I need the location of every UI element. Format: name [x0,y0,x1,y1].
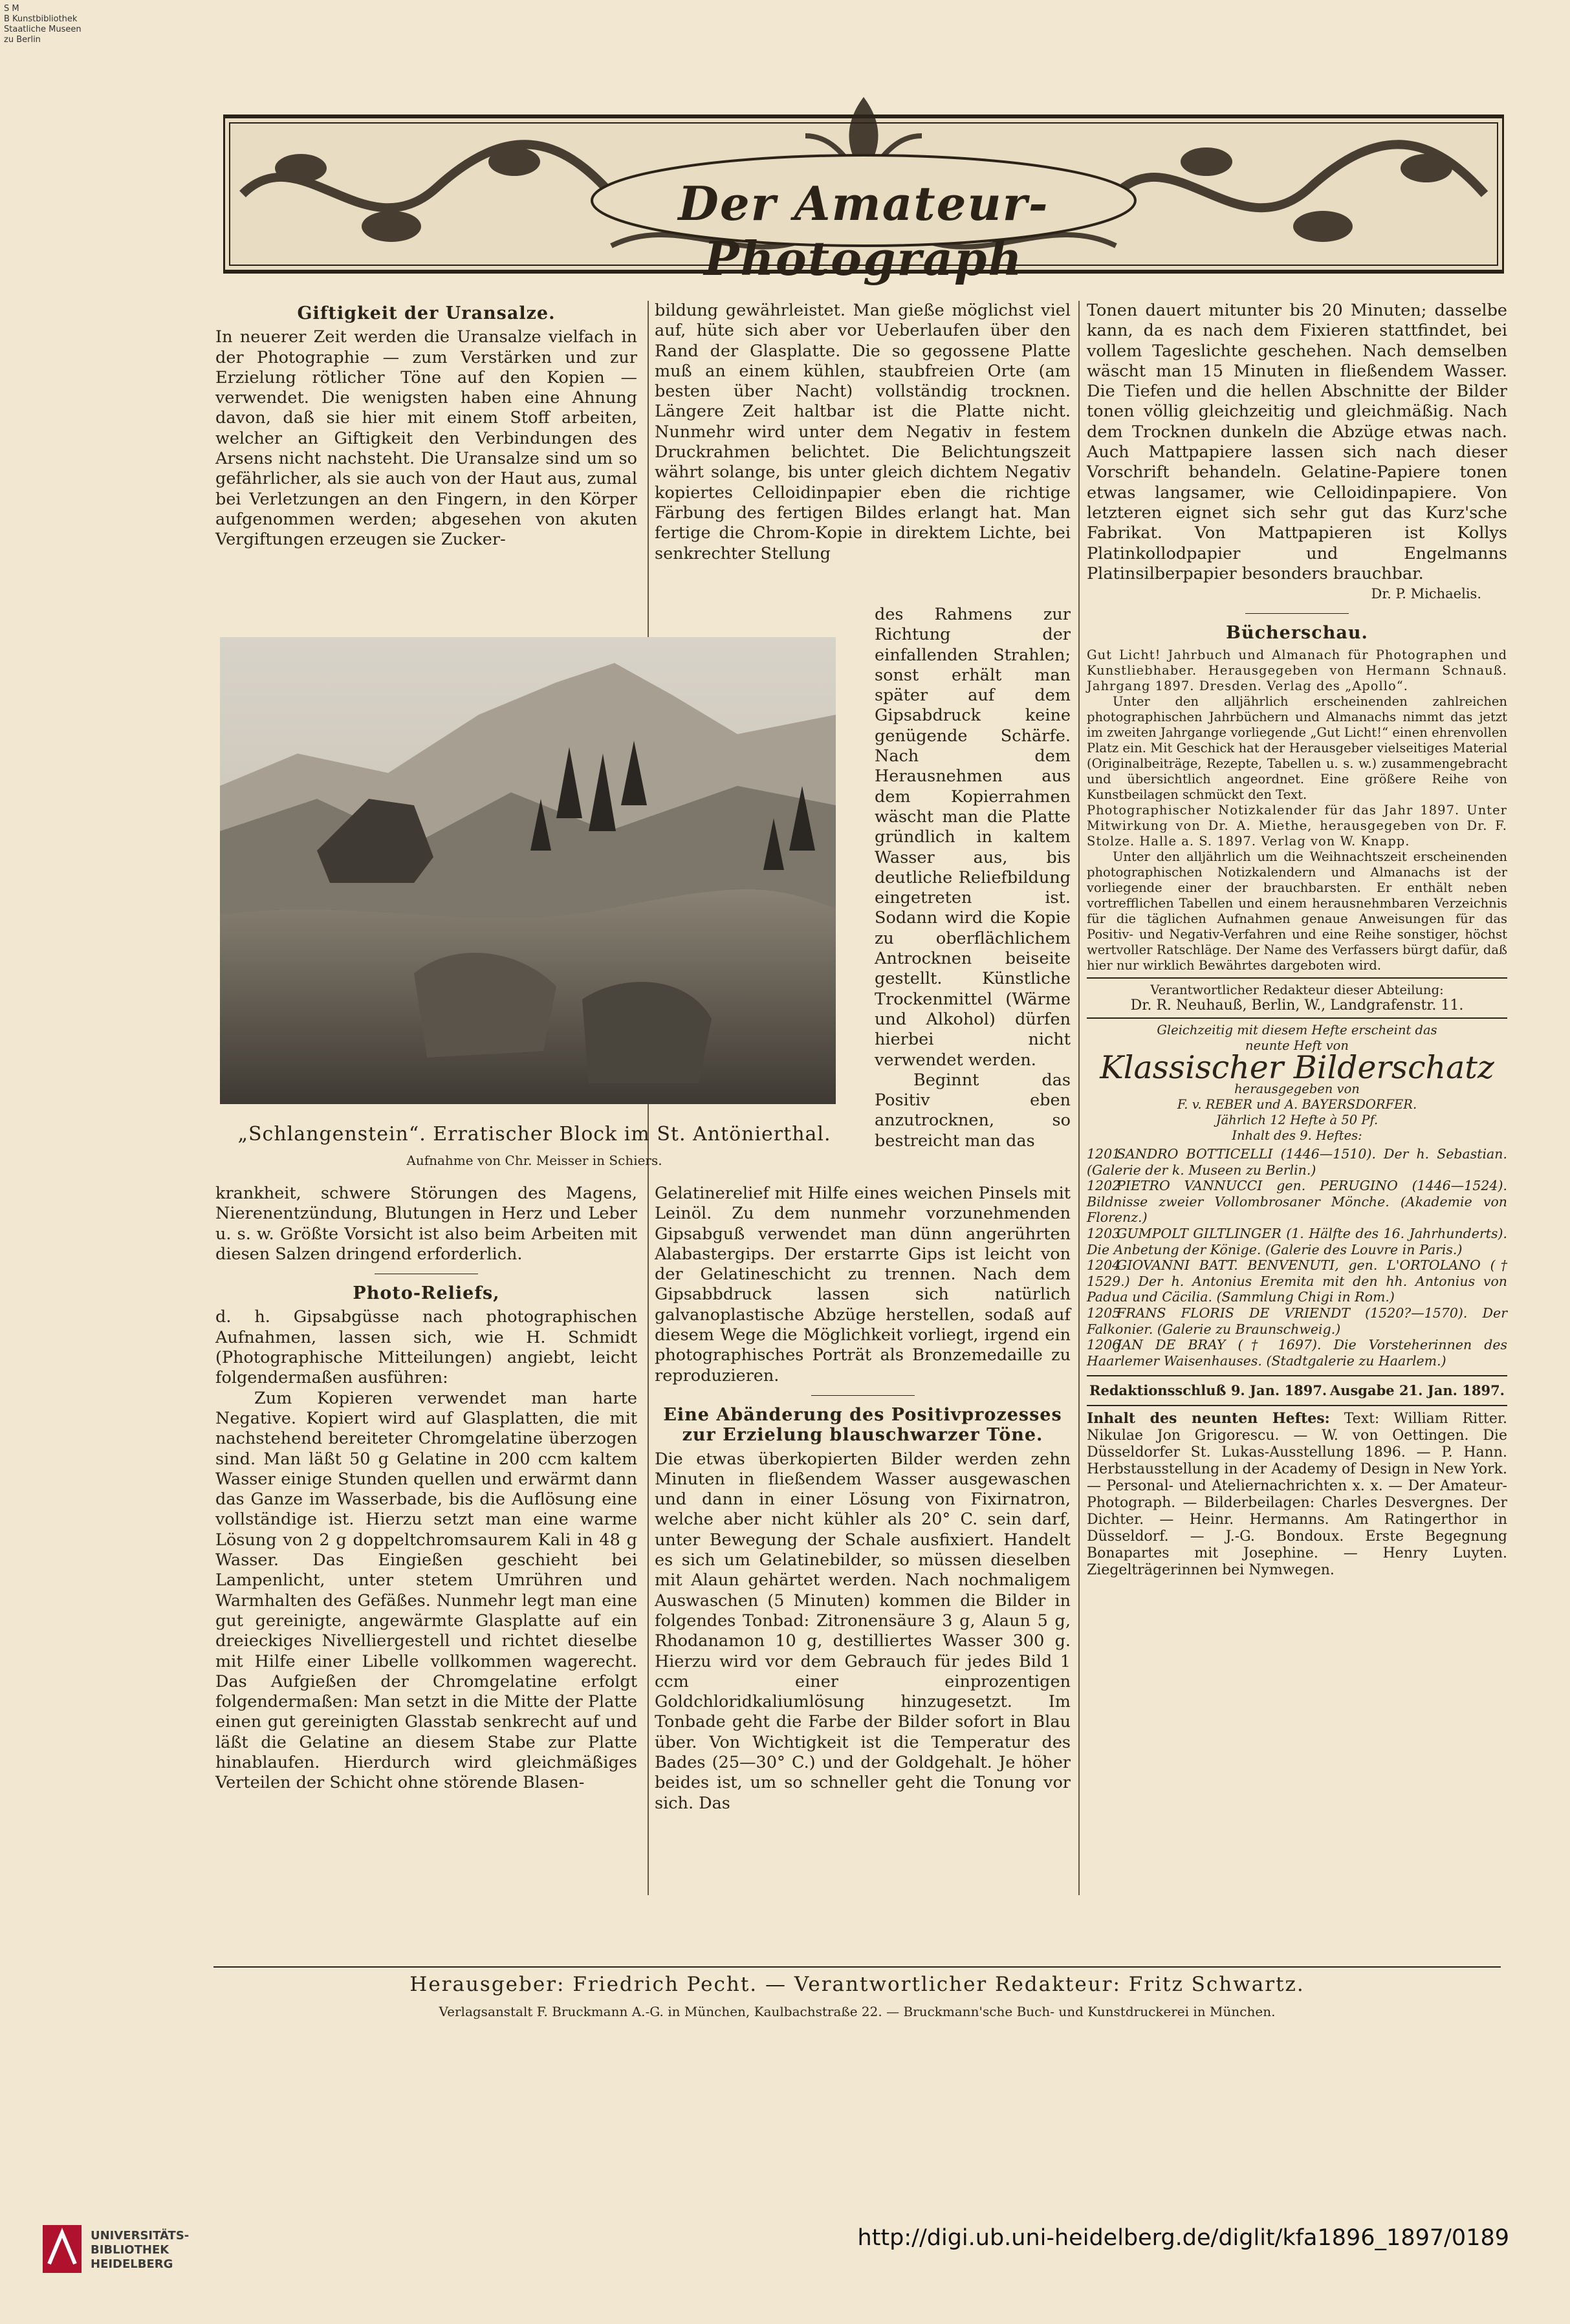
editor-name: Dr. R. Neuhauß, Berlin, W., Landgrafenstr. 11. [1130,997,1464,1014]
item-number: 1202 [1087,1178,1121,1194]
article-heading-positivprozess: Eine Abänderung des Positivprozesses zur Erzielung blauschwarzer Töne. [663,1404,1062,1446]
article-paragraph: d. h. Gipsabgüsse nach photographischen Aufnahmen, lassen sich, wie H. Schmidt (Photographische Mitteilungen) angiebt, leicht folgendermaßen ausführen: [215,1307,637,1388]
ad-contents-label: Inhalt des 9. Heftes: [1232,1128,1362,1144]
photo-credit: Aufnahme von Chr. Meisser in Schiers. [406,1153,662,1168]
article-paragraph: krankheit, schwere Störungen des Magens, Nierenentzündung, Blutungen in Herz und Leber u. s. w. Größte Vorsicht ist also beim Arbeiten mit diesen Salzen dringend erforderlich. [215,1184,637,1264]
item-text: SANDRO BOTTICELLI (1446—1510). Der h. Sebastian. (Galerie der k. Museen zu Berlin.) [1087,1146,1507,1178]
item-text: GUMPOLT GILTLINGER (1. Hälfte des 16. Jahrhunderts). Die Anbetung der Könige. (Galerie des Louvre in Paris.) [1087,1226,1507,1257]
issue-date: Ausgabe 21. Jan. 1897. [1329,1382,1505,1399]
item-text: JAN DE BRAY († 1697). Die Vorsteherinnen des Haarlemer Waisenhauses. (Stadtgalerie zu Haarlem.) [1087,1337,1507,1369]
list-item [1087,1178,1507,1226]
author-signature: Dr. P. Michaelis. [1371,586,1481,602]
column-right [1087,301,1507,1579]
ad-intro: neunte Heft von [1245,1037,1349,1053]
column-rule [1078,301,1080,1895]
item-number: 1206 [1087,1337,1121,1353]
divider [1245,613,1349,614]
ad-intro: Gleichzeitig mit diesem Hefte erscheint das [1157,1022,1437,1037]
item-number: 1205 [1087,1305,1121,1321]
editor-label: Verantwortlicher Redakteur dieser Abteilung: [1150,982,1444,997]
column-left-top [215,301,637,550]
mountain-photo-illustration [220,637,836,1104]
footer-press: Verlagsanstalt F. Bruckmann A.-G. in München, Kaulbachstraße 22. — Bruckmann'sche Buch- und Kunstdruckerei in München. [439,2004,1276,2019]
library-name-line: UNIVERSITÄTS- [91,2229,190,2243]
article-paragraph: bildung gewährleistet. Man gieße möglichst viel auf, hüte sich aber vor Ueberlaufen über den Rand der Glasplatte. Die so gegossene Platte muß an einem kühlen, staubfreien Orte (am besten über Nacht) vollständig trocknen. Längere Zeit haltbar ist die Platte nicht. Nunmehr wird unter dem Negativ in festem Druckrahmen belichtet. Die Belichtungszeit währt solange, bis unter gleich dichtem Negativ kopiertes Celloidinpapier eben die richtige Färbung des fertigen Bildes erlangt hat. Man fertige die Chrom-Kopie in direktem Lichte, bei senkrechter Stellung [655,301,1071,563]
landscape-photo [220,637,836,1104]
library-name-line: HEIDELBERG [91,2257,173,2271]
issue-dates [1087,1375,1507,1406]
list-item [1087,1305,1507,1337]
column-middle-narrow [875,605,1071,1151]
book-entry-title: Gut Licht! Jahrbuch und Almanach für Photographen und Kunstliebhaber. Herausgegeben von Hermann Schnauß. Jahrgang 1897. Dresden. Verlag des „Apollo“. [1087,647,1507,693]
ad-by: herausgegeben von [1234,1081,1360,1097]
list-item [1087,1226,1507,1257]
stamp-line: B Kunstbibliothek [4,14,78,24]
masthead [223,97,1504,286]
article-heading-photo-reliefs: Photo-Reliefs, [353,1283,500,1304]
article-heading-uransalze: Giftigkeit der Uransalze. [297,303,556,323]
issue-contents-label: Inhalt des neunten Heftes: [1087,1409,1330,1427]
ad-title: Klassischer Bilderschatz [1100,1048,1494,1086]
article-paragraph: Beginnt das Positiv eben anzutrocknen, so bestreicht man das [875,1070,1071,1151]
editorial-deadline: Redaktionsschluß 9. Jan. 1897. [1089,1382,1327,1399]
column-middle-top [655,301,1071,564]
library-seal-icon [43,2225,82,2273]
list-item [1087,1337,1507,1369]
advertisement [1087,1023,1507,1369]
photo-caption: „Schlangenstein“. Erratischer Block im St. Antönierthal. [237,1123,831,1146]
item-number: 1201 [1087,1146,1121,1162]
item-text: PIETRO VANNUCCI gen. PERUGINO (1446—1524). Bildnisse zweier Vollombrosaner Mönche. (Akademie von Florenz.) [1087,1178,1507,1226]
column-left-bottom [215,1184,637,1794]
list-item [1087,1257,1507,1305]
article-paragraph: In neuerer Zeit werden die Uransalze vielfach in der Photographie — zum Verstärken und zur Erzielung rötlicher Töne auf den Kopien — verwendet. Die wenigsten haben eine Ahnung davon, daß sie hier mit einem Stoff arbeiten, welcher an Giftigkeit den Verbindungen des Arsens nicht nachsteht. Die Uransalze sind um so gefährlicher, als sie auch von der Haut aus, zumal bei Verletzungen an den Fingern, in den Körper aufgenommen werden; abgesehen von akuten Vergiftungen erzeugen sie Zucker- [215,327,637,550]
library-stamp [4,4,82,45]
column-middle-bottom [655,1184,1071,1814]
stamp-line: zu Berlin [4,35,41,45]
divider [1087,1017,1507,1019]
library-name [91,2229,189,2272]
article-paragraph: Tonen dauert mitunter bis 20 Minuten; dasselbe kann, da es nach dem Fixieren stattfindet, bei vollem Tageslichte geschehen. Nach demselben wäscht man 15 Minuten in fließendem Wasser. Die Tiefen und die hellen Abschnitte der Bilder tonen völlig gleichzeitig und gleichmäßig. Nach dem Trocknen dunkeln die Abzüge etwas nach. Auch Mattpapiere lassen sich nach dieser Vorschrift behandeln. Gelatine-Papiere tonen etwas langsamer, wie Celloidinpapiere. Von letzteren eignet sich sehr gut das Kurz'sche Fabrikat. Von Mattpapieren ist Kollys Platinkollodpapier und Engelmanns Platinsilberpapier besonders brauchbar. [1087,301,1507,583]
article-paragraph: Die etwas überkopierten Bilder werden zehn Minuten in fließendem Wasser ausgewaschen und dann in einer Lösung von Fixirnatron, welche aber nicht kühler als 20° C. sein darf, unter Bewegung der Schale ausfixiert. Handelt es sich um Gelatinebilder, so müssen dieselben mit Alaun gehärtet werden. Nach nochmaligem Auswaschen (5 Minuten) kommen die Bilder in folgendes Tonbad: Zitronensäure 3 g, Alaun 5 g, Rhodanamon 10 g, destilliertes Wasser 300 g. Hierzu wird vor dem Gebrauch für jedes Bild 1 ccm einer einprozentigen Goldchloridkaliumlösung hinzugesetzt. Im Tonbade geht die Farbe der Bilder sofort in Blau über. Von Wichtigkeit ist die Temperatur des Bades (25—30° C.) und der Goldgehalt. Je höher beides ist, um so schneller geht die Tonung vor sich. Das [655,1449,1071,1813]
ad-list [1087,1146,1507,1369]
issue-contents-text: Text: William Ritter. Nikulae Jon Grigorescu. — W. von Oettingen. Die Düsseldorfer St. Lukas-Ausstellung 1896. — P. Hann. Herbstausstellung in der Academy of Design in New York. — Personal- und Ateliernachrichten x. x. — Der Amateur-Photograph. — Bilderbeilagen: Charles Desvergnes. Der Dichter. — Heinr. Hermanns. Am Ratingerthor in Düsseldorf. — J.-G. Bondoux. Erste Begegnung Bonapartes mit Josephine. — Henry Luyten. Ziegelträgerinnen bei Nymwegen. [1087,1410,1507,1578]
masthead-title: Der Amateur-Photograph [678,176,1049,286]
list-item [1087,1146,1507,1178]
book-review-text: Unter den alljährlich erscheinenden zahlreichen photographischen Jahrbüchern und Almanachs nimmt das jetzt im zweiten Jahrgange vorliegende „Gut Licht!“ einen ehrenvollen Platz ein. Mit Geschick hat der Herausgeber vielseitiges Material (Originalbeiträge, Rezepte, Tabellen u. s. w.) zusammengebracht und übersichtlich angeordnet. Eine größere Reihe von Kunstbeilagen schmückt den Text. [1087,693,1507,802]
stamp-line: S M [4,4,19,14]
item-text: FRANS FLORIS DE VRIENDT (1520?—1570). Der Falkonier. (Galerie zu Braunschweig.) [1087,1305,1507,1337]
section-heading-buecherschau: Bücherschau. [1226,623,1368,644]
item-number: 1204 [1087,1257,1121,1274]
item-number: 1203 [1087,1226,1121,1242]
library-name-line: BIBLIOTHEK [91,2243,169,2257]
article-paragraph: Gelatinerelief mit Hilfe eines weichen Pinsels mit Leinöl. Zu dem nunmehr vorzunehmenden Gipsabguß verwendet man dünn angerührten Alabastergips. Der erstarrte Gips ist leicht von der Gelatineschicht zu trennen. Nach dem Gipsabbdruck lassen sich natürlich galvanoplastische Abzüge herstellen, sodaß auf diesem Wege die Möglichkeit vorliegt, irgend ein photographisches Porträt als Bronzemedaille zu reproduzieren. [655,1184,1071,1385]
book-entry-title: Photographischer Notizkalender für das Jahr 1897. Unter Mitwirkung von Dr. A. Miethe, herausgegeben von Dr. F. Stolze. Halle a. S. 1897. Verlag von W. Knapp. [1087,802,1507,849]
footer-publisher: Herausgeber: Friedrich Pecht. — Verantwortlicher Redakteur: Fritz Schwartz. [409,1973,1305,1996]
footer-rule [213,1966,1501,1968]
ad-price: Jährlich 12 Hefte à 50 Pf. [1216,1113,1379,1128]
item-text: GIOVANNI BATT. BENVENUTI, gen. L'ORTOLANO († 1529.) Der h. Antonius Eremita mit den hh. Antonius von Padua und Cäcilia. (Sammlung Chigi in Rom.) [1087,1257,1507,1305]
article-paragraph: des Rahmens zur Richtung der einfallenden Strahlen; sonst erhält man später auf dem Gipsabdruck keine genügende Schärfe. Nach dem Herausnehmen aus dem Kopierrahmen wäscht man die Platte gründlich in kaltem Wasser aus, bis deutliche Reliefbildung eingetreten ist. Sodann wird die Kopie zu oberflächlichem Antrocknen beiseite gestellt. Künstliche Trockenmittel (Wärme und Alkohol) dürfen hierbei nicht verwendet werden. [875,605,1071,1070]
ad-editors: F. v. REBER und A. BAYERSDORFER. [1177,1097,1417,1113]
book-review-text: Unter den alljährlich um die Weihnachtszeit erscheinenden photographischen Notizkalendern und Almanachs ist der vorliegende einer der brauchbarsten. Er enthält neben vortrefflichen Tabellen und einem herausnehmbaren Verzeichnis für die täglichen Aufnahmen genaue Anweisungen für das Positiv- und Negativ-Verfahren und eine Reihe sonstiger, höchst wertvoller Ratschläge. Der Name des Verfassers bürgt dafür, daß hier nur wirklich Bewährtes dargeboten wird. [1087,849,1507,973]
article-paragraph: Zum Kopieren verwendet man harte Negative. Kopiert wird auf Glasplatten, die mit nachstehend bereiteter Chromgelatine überzogen sind. Man läßt 50 g Gelatine in 200 ccm kaltem Wasser einige Stunden quellen und erwärmt dann das Ganze im Wasserbade, bis die Auflösung eine vollständige ist. Hierzu setzt man eine warme Lösung von 2 g doppeltchromsaurem Kali in 48 g Wasser. Das Eingießen geschieht bei Lampenlicht, unter stetem Umrühren und Warmhalten des Gefäßes. Nunmehr legt man eine gut gereinigte, angewärmte Glasplatte auf ein dreieckiges Nivelliergestell und richtet dieselbe mit Hilfe einer Libelle vollkommen wagerecht. Das Aufgießen der Chromgelatine erfolgt folgendermaßen: Man setzt in die Mitte der Platte einen gut gereinigten Glasstab senkrecht auf und läßt die Gelatine an diesem Stabe zur Platte hinablaufen. Hierdurch wird gleichmäßiges Verteilen der Schicht ohne störende Blasen- [215,1388,637,1793]
divider [811,1395,915,1396]
university-library-logo [43,2225,82,2273]
issue-contents [1087,1410,1507,1579]
stamp-line: Staatliche Museen [4,25,82,34]
source-url[interactable]: http://digi.ub.uni-heidelberg.de/diglit/kfa1896_1897/0189 [857,2225,1509,2251]
divider [1087,977,1507,979]
